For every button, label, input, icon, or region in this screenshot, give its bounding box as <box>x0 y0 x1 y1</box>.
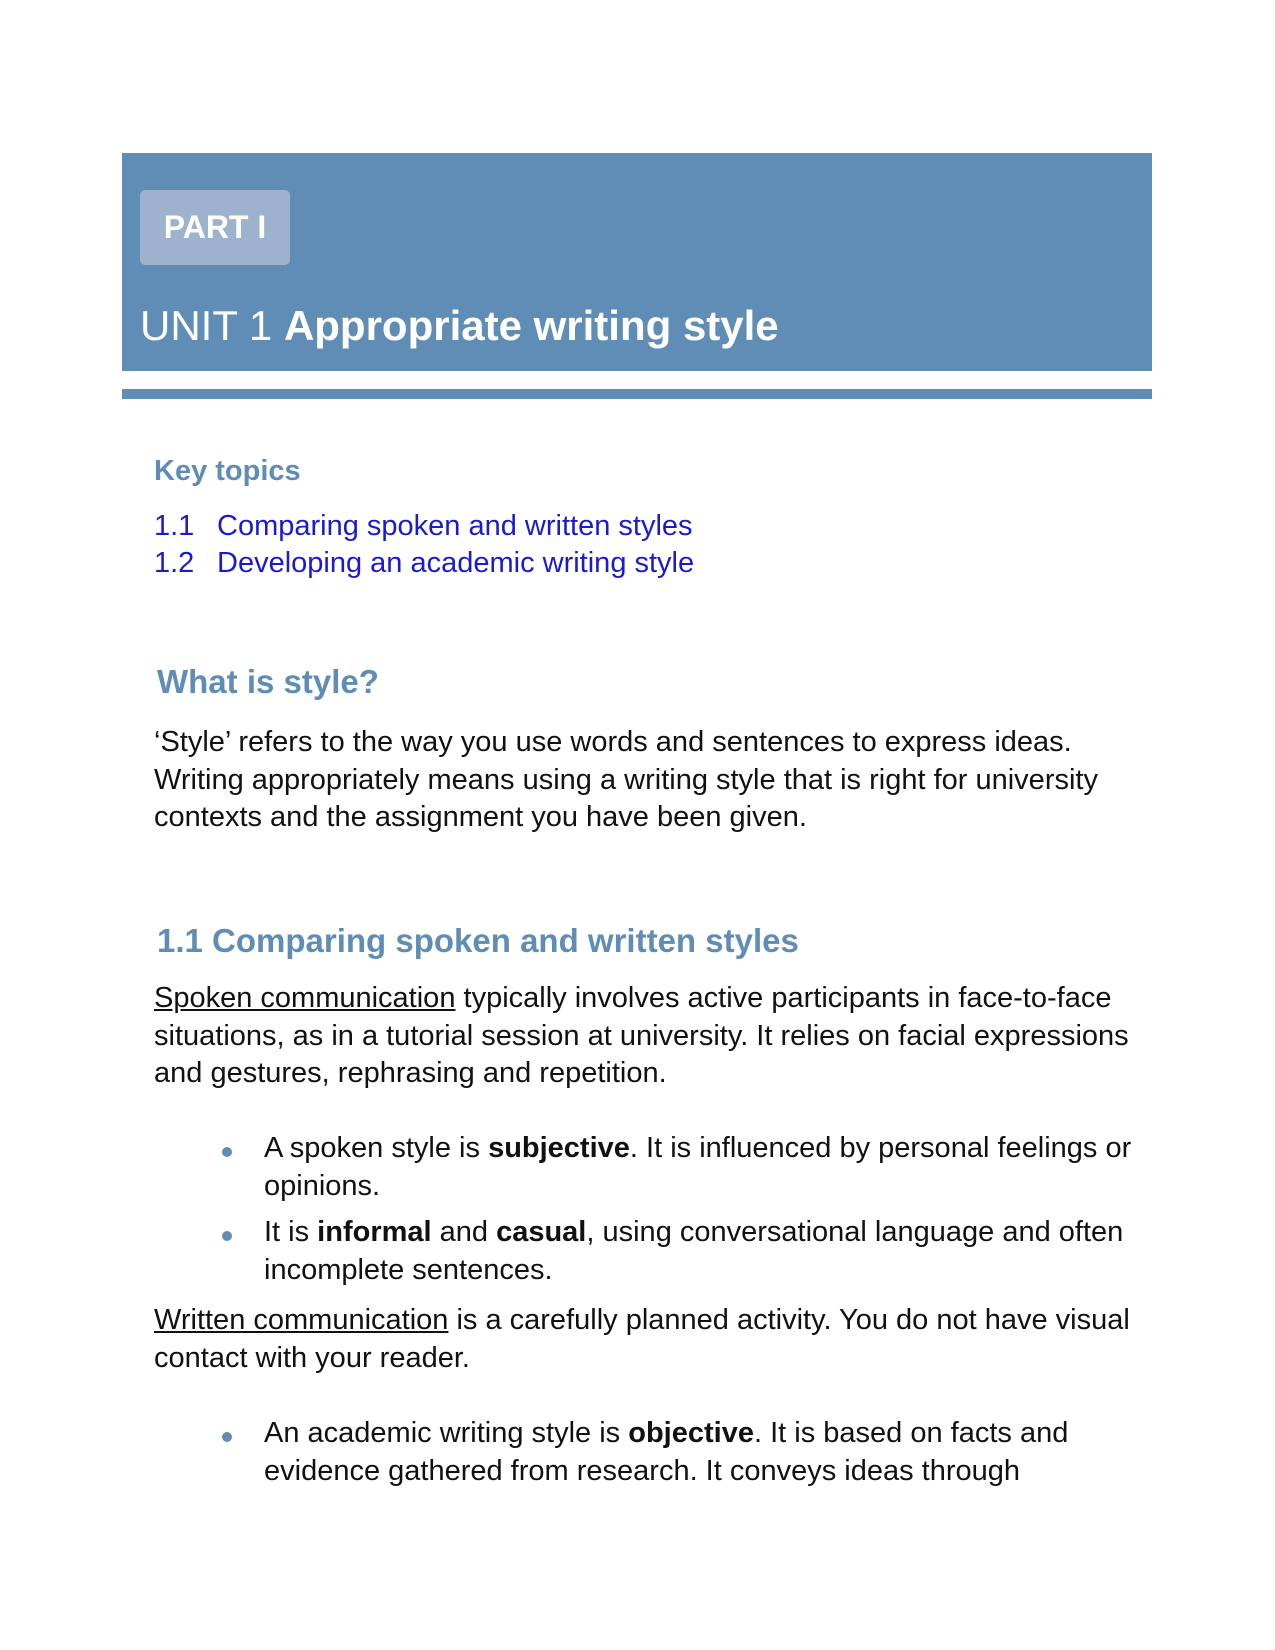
bullet-text: . It is influenced by personal feelings or opinions. <box>264 1132 1132 1202</box>
unit-number: UNIT 1 <box>140 302 273 349</box>
banner-divider <box>122 389 1152 399</box>
section-1-1-heading: 1.1 Comparing spoken and written styles <box>157 922 799 959</box>
key-topics-list <box>154 508 694 582</box>
bullet-emphasis: casual <box>496 1216 587 1248</box>
topic-label: Comparing spoken and written styles <box>217 510 693 542</box>
bullet-emphasis: subjective <box>488 1132 630 1164</box>
spoken-communication-text: typically involves active participants in face-to-face situations, as in a tutorial session at university. It relies on facial expressions and gestures, rephrasing and repetition. <box>154 982 1129 1089</box>
bullet-icon <box>222 1231 232 1241</box>
unit-name: Appropriate writing style <box>283 302 779 349</box>
bullet-icon <box>222 1432 232 1442</box>
written-communication-term: Written communication <box>154 1304 449 1336</box>
topic-link-1-2[interactable] <box>154 545 694 582</box>
bullet-text: It is <box>264 1216 318 1248</box>
list-item <box>218 1415 1158 1490</box>
what-is-style-heading: What is style? <box>157 663 379 700</box>
written-communication-text: is a carefully planned activity. You do not have visual contact with your reader. <box>154 1304 1130 1374</box>
unit-banner <box>122 153 1152 371</box>
bullet-icon <box>222 1147 232 1157</box>
bullet-text: An academic writing style is <box>264 1417 629 1449</box>
style-definition-paragraph: ‘Style’ refers to the way you use words and sentences to express ideas. Writing appropriately means using a writing style that is right for university contexts and the assignment you have been given. <box>154 726 1098 833</box>
topic-number: 1.2 <box>154 547 195 579</box>
unit-title <box>140 301 779 351</box>
topic-link-1-1[interactable] <box>154 508 694 545</box>
list-item <box>218 1214 1158 1289</box>
spoken-style-list <box>218 1130 1158 1298</box>
bullet-text: and <box>431 1216 497 1248</box>
list-item <box>218 1130 1158 1205</box>
spoken-communication-term: Spoken communication <box>154 982 456 1014</box>
bullet-text: A spoken style is <box>264 1132 489 1164</box>
bullet-emphasis: informal <box>317 1216 432 1248</box>
topic-label: Developing an academic writing style <box>217 547 695 579</box>
bullet-emphasis: objective <box>628 1417 754 1449</box>
bullet-text: . It is based on facts and evidence gathered from research. It conveys ideas through <box>264 1417 1069 1487</box>
written-style-list <box>218 1415 1158 1499</box>
topic-number: 1.1 <box>154 510 195 542</box>
spoken-communication-paragraph <box>154 980 1154 1093</box>
part-badge: PART I <box>140 190 290 265</box>
written-communication-paragraph <box>154 1302 1154 1377</box>
bullet-text: , using conversational language and often incomplete sentences. <box>264 1216 1124 1286</box>
key-topics-heading: Key topics <box>154 455 301 487</box>
